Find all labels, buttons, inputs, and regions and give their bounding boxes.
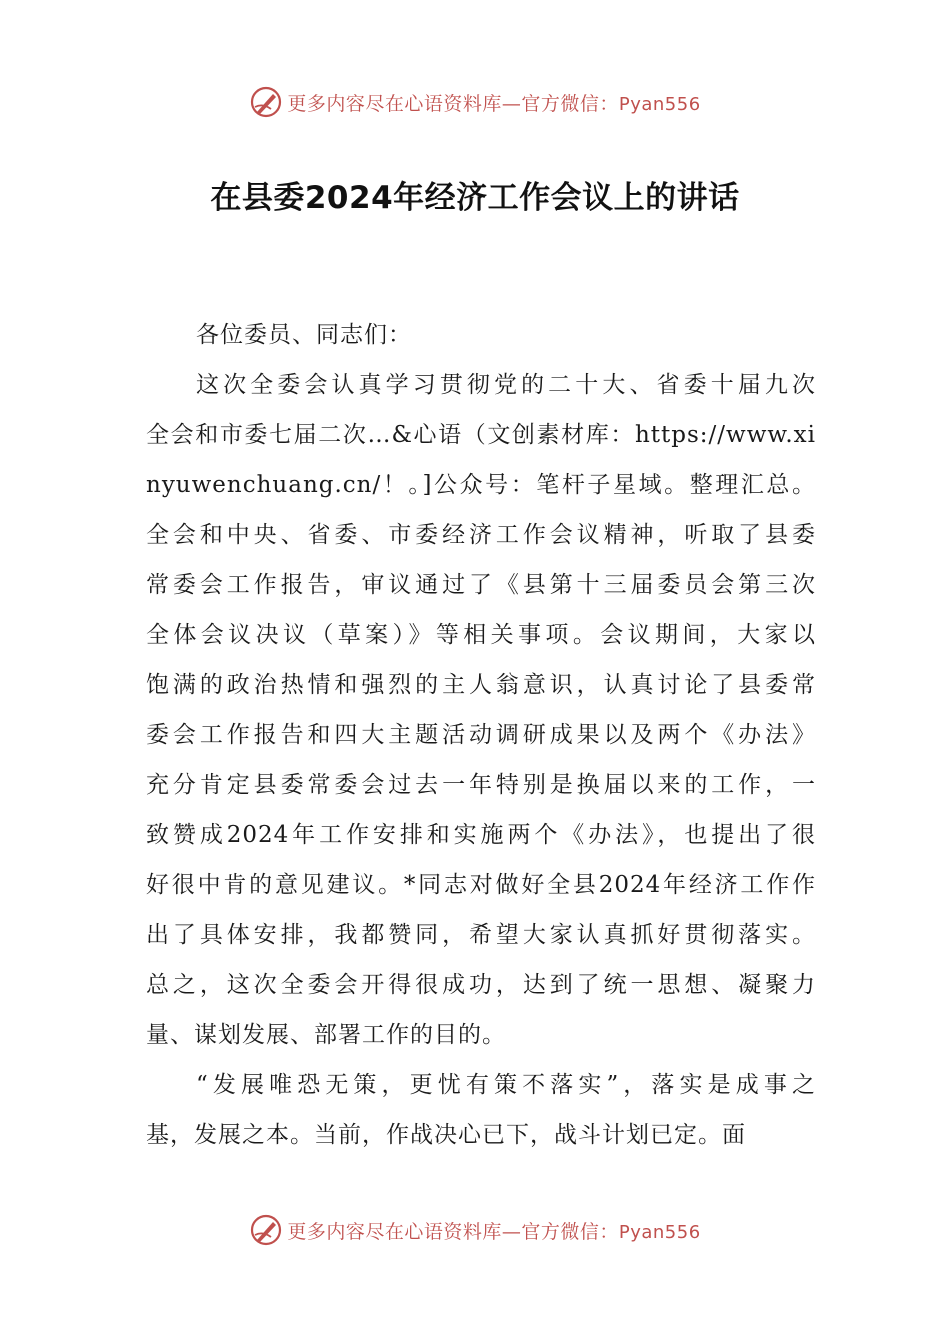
text-line: 全会和中央、省委、市委经济工作会议精神，听取了县委 bbox=[146, 522, 816, 548]
footer-banner bbox=[0, 1212, 950, 1248]
paragraph bbox=[146, 310, 816, 360]
text-line: 好很中肯的意见建议。*同志对做好全县2024年经济工作作 bbox=[146, 872, 816, 898]
text-line: 常委会工作报告，审议通过了《县第十三届委员会第三次 bbox=[146, 572, 816, 598]
text-line: 这次全委会认真学习贯彻党的二十大、省委十届九次 bbox=[196, 372, 816, 398]
banner-text: 更多内容尽在心语资料库—官方微信：Pyan556 bbox=[287, 1220, 701, 1243]
paragraph bbox=[146, 1060, 816, 1160]
pen-logo-icon bbox=[249, 1213, 283, 1247]
document-body bbox=[146, 310, 816, 1160]
text-line: 致赞成2024年工作安排和实施两个《办法》，也提出了很 bbox=[146, 822, 816, 848]
text-line: 出了具体安排，我都赞同，希望大家认真抓好贯彻落实。 bbox=[146, 922, 816, 948]
text-line: 量、谋划发展、部署工作的目的。 bbox=[146, 1022, 506, 1048]
text-line: 饱满的政治热情和强烈的主人翁意识，认真讨论了县委常 bbox=[146, 672, 816, 698]
paragraph bbox=[146, 360, 816, 1060]
text-line: “发展唯恐无策，更忧有策不落实”，落实是成事之 bbox=[196, 1072, 816, 1098]
text-line: 基，发展之本。当前，作战决心已下，战斗计划已定。面 bbox=[146, 1122, 746, 1148]
text-line: 各位委员、同志们： bbox=[196, 322, 412, 348]
banner-text: 更多内容尽在心语资料库—官方微信：Pyan556 bbox=[287, 92, 701, 115]
text-line: 全体会议决议（草案）》等相关事项。会议期间，大家以 bbox=[146, 622, 816, 648]
text-line: 充分肯定县委常委会过去一年特别是换届以来的工作，一 bbox=[146, 772, 816, 798]
wechat-id: Pyan556 bbox=[618, 1221, 701, 1243]
wechat-id: Pyan556 bbox=[618, 93, 701, 115]
pen-logo-icon bbox=[249, 85, 283, 119]
text-line: 委会工作报告和四大主题活动调研成果以及两个《办法》 bbox=[146, 722, 816, 748]
page-title: 在县委2024年经济工作会议上的讲话 bbox=[210, 180, 740, 216]
header-banner bbox=[0, 84, 950, 120]
text-line: 总之，这次全委会开得很成功，达到了统一思想、凝聚力 bbox=[146, 972, 816, 998]
text-line: nyuwenchuang.cn/！。]公众号：笔杆子星域。整理汇总。 bbox=[146, 472, 816, 498]
text-line: 全会和市委七届二次…&心语（文创素材库：https://www.xi bbox=[146, 422, 816, 448]
